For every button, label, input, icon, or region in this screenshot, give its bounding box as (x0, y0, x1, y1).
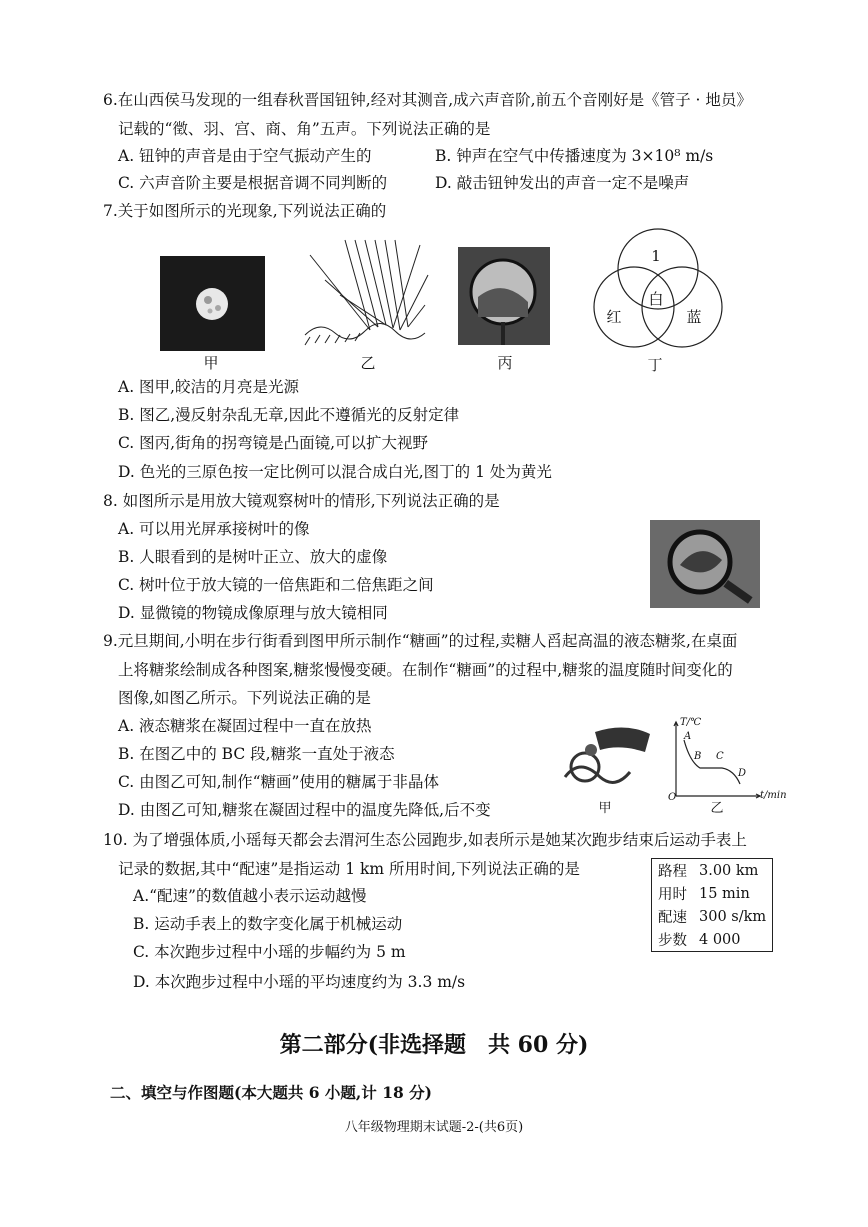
q10-option-d: D. 本次跑步过程中小瑶的平均速度约为 3.3 m/s (133, 973, 466, 991)
q8-stem: 8. 如图所示是用放大镜观察树叶的情形,下列说法正确的是 (103, 492, 500, 510)
q9-stem-line2: 上将糖浆绘制成各种图案,糖浆慢慢变硬。在制作“糖画”的过程中,糖浆的温度随时间变化的 (118, 661, 733, 679)
record-key: 配速 (658, 910, 687, 926)
q8-option-a: A. 可以用光屏承接树叶的像 (118, 520, 310, 538)
q7-option-a: A. 图甲,皎洁的月亮是光源 (118, 378, 299, 396)
magnifier-leaf-photo (650, 520, 760, 608)
q10-option-b: B. 运动手表上的数字变化属于机械运动 (133, 915, 403, 933)
convex-mirror-photo (458, 247, 550, 345)
q8-option-b: B. 人眼看到的是树叶正立、放大的虚像 (118, 548, 388, 566)
sugar-painting-icon (555, 722, 655, 792)
record-value: 3.00 km (699, 862, 759, 879)
q9-caption-jia: 甲 (598, 801, 612, 816)
graph-point-b: B (694, 751, 702, 762)
q10-option-c: C. 本次跑步过程中小瑶的步幅约为 5 m (133, 943, 406, 961)
q6-option-c: C. 六声音阶主要是根据音调不同判断的 (118, 174, 388, 192)
q9-option-b: B. 在图乙中的 BC 段,糖浆一直处于液态 (118, 745, 395, 763)
q9-stem-line3: 图像,如图乙所示。下列说法正确的是 (118, 689, 371, 707)
q7-option-d: D. 色光的三原色按一定比例可以混合成白光,图丁的 1 处为黄光 (118, 463, 552, 481)
venn-label-1: 1 (651, 247, 661, 265)
table-row (652, 859, 773, 883)
section-two-heading: 二、填空与作图题(本大题共 6 小题,计 18 分) (110, 1083, 433, 1102)
table-row (652, 882, 773, 905)
q7-caption-ding: 丁 (647, 356, 663, 374)
q7-caption-jia: 甲 (203, 354, 219, 372)
q9-caption-yi: 乙 (710, 801, 724, 816)
record-key: 步数 (658, 933, 687, 949)
magnifier-icon (650, 520, 760, 608)
graph-point-a: A (684, 731, 692, 742)
q7-option-b: B. 图乙,漫反射杂乱无章,因此不遵循光的反射定律 (118, 406, 460, 424)
q7-caption-yi: 乙 (360, 354, 376, 372)
q7-stem: 7.关于如图所示的光现象,下列说法正确的 (103, 202, 387, 220)
graph-x-label: t/min (760, 790, 787, 801)
graph-origin: O (668, 792, 677, 803)
q7-option-c: C. 图丙,街角的拐弯镜是凸面镜,可以扩大视野 (118, 434, 429, 452)
q9-option-c: C. 由图乙可知,制作“糖画”使用的糖属于非晶体 (118, 773, 439, 791)
running-watch-record-table (651, 858, 773, 952)
sugar-painting-photo (555, 722, 655, 792)
page-footer: 八年级物理期末试题-2-(共6页) (344, 1120, 524, 1135)
graph-point-d: D (738, 768, 747, 779)
venn-label-blue: 蓝 (686, 308, 702, 326)
temperature-time-graph (664, 718, 764, 800)
record-key: 路程 (658, 864, 687, 880)
q9-stem-line1: 9.元旦期间,小明在步行街看到图甲所示制作“糖画”的过程,卖糖人舀起高温的液态糖浆,在桌面 (103, 632, 738, 650)
q6-option-a: A. 钮钟的声音是由于空气振动产生的 (118, 147, 372, 165)
moon-photo (160, 256, 265, 351)
diffuse-reflection-diagram (300, 235, 430, 350)
part-two-heading: 第二部分(非选择题 共 60 分) (279, 1032, 589, 1058)
q6-option-d: D. 敲击钮钟发出的声音一定不是噪声 (435, 174, 690, 192)
q7-caption-bing: 丙 (497, 354, 513, 372)
q6-stem-line1: 6.在山西侯马发现的一组春秋晋国钮钟,经对其测音,成六声音阶,前五个音刚好是《管子 · 地员》 (103, 91, 752, 109)
q9-option-a: A. 液态糖浆在凝固过程中一直在放热 (118, 717, 372, 735)
moon-icon (160, 256, 265, 351)
venn-label-red: 红 (606, 308, 622, 326)
q9-option-d: D. 由图乙可知,糖浆在凝固过程中的温度先降低,后不变 (118, 801, 491, 819)
graph-y-label: T/℃ (680, 717, 702, 728)
record-value: 300 s/km (699, 908, 767, 925)
table-row (652, 928, 773, 952)
venn-label-white: 白 (648, 290, 664, 308)
q10-stem-line2: 记录的数据,其中“配速”是指运动 1 km 所用时间,下列说法正确的是 (118, 860, 580, 878)
convex-mirror-icon (458, 247, 550, 345)
q8-option-d: D. 显微镜的物镜成像原理与放大镜相同 (118, 604, 388, 622)
q6-stem-line2: 记载的“徵、羽、宫、商、角”五声。下列说法正确的是 (118, 120, 491, 138)
q8-option-c: C. 树叶位于放大镜的一倍焦距和二倍焦距之间 (118, 576, 434, 594)
record-value: 4 000 (699, 931, 741, 948)
q6-option-b: B. 钟声在空气中传播速度为 3×10⁸ m/s (435, 147, 714, 165)
q10-option-a: A.“配速”的数值越小表示运动越慢 (133, 887, 367, 905)
record-key: 用时 (658, 887, 687, 903)
graph-point-c: C (716, 751, 724, 762)
table-row (652, 905, 773, 928)
q10-stem-line1: 10. 为了增强体质,小瑶每天都会去渭河生态公园跑步,如表所示是她某次跑步结束后运动手表上 (103, 831, 747, 849)
record-value: 15 min (699, 885, 750, 902)
